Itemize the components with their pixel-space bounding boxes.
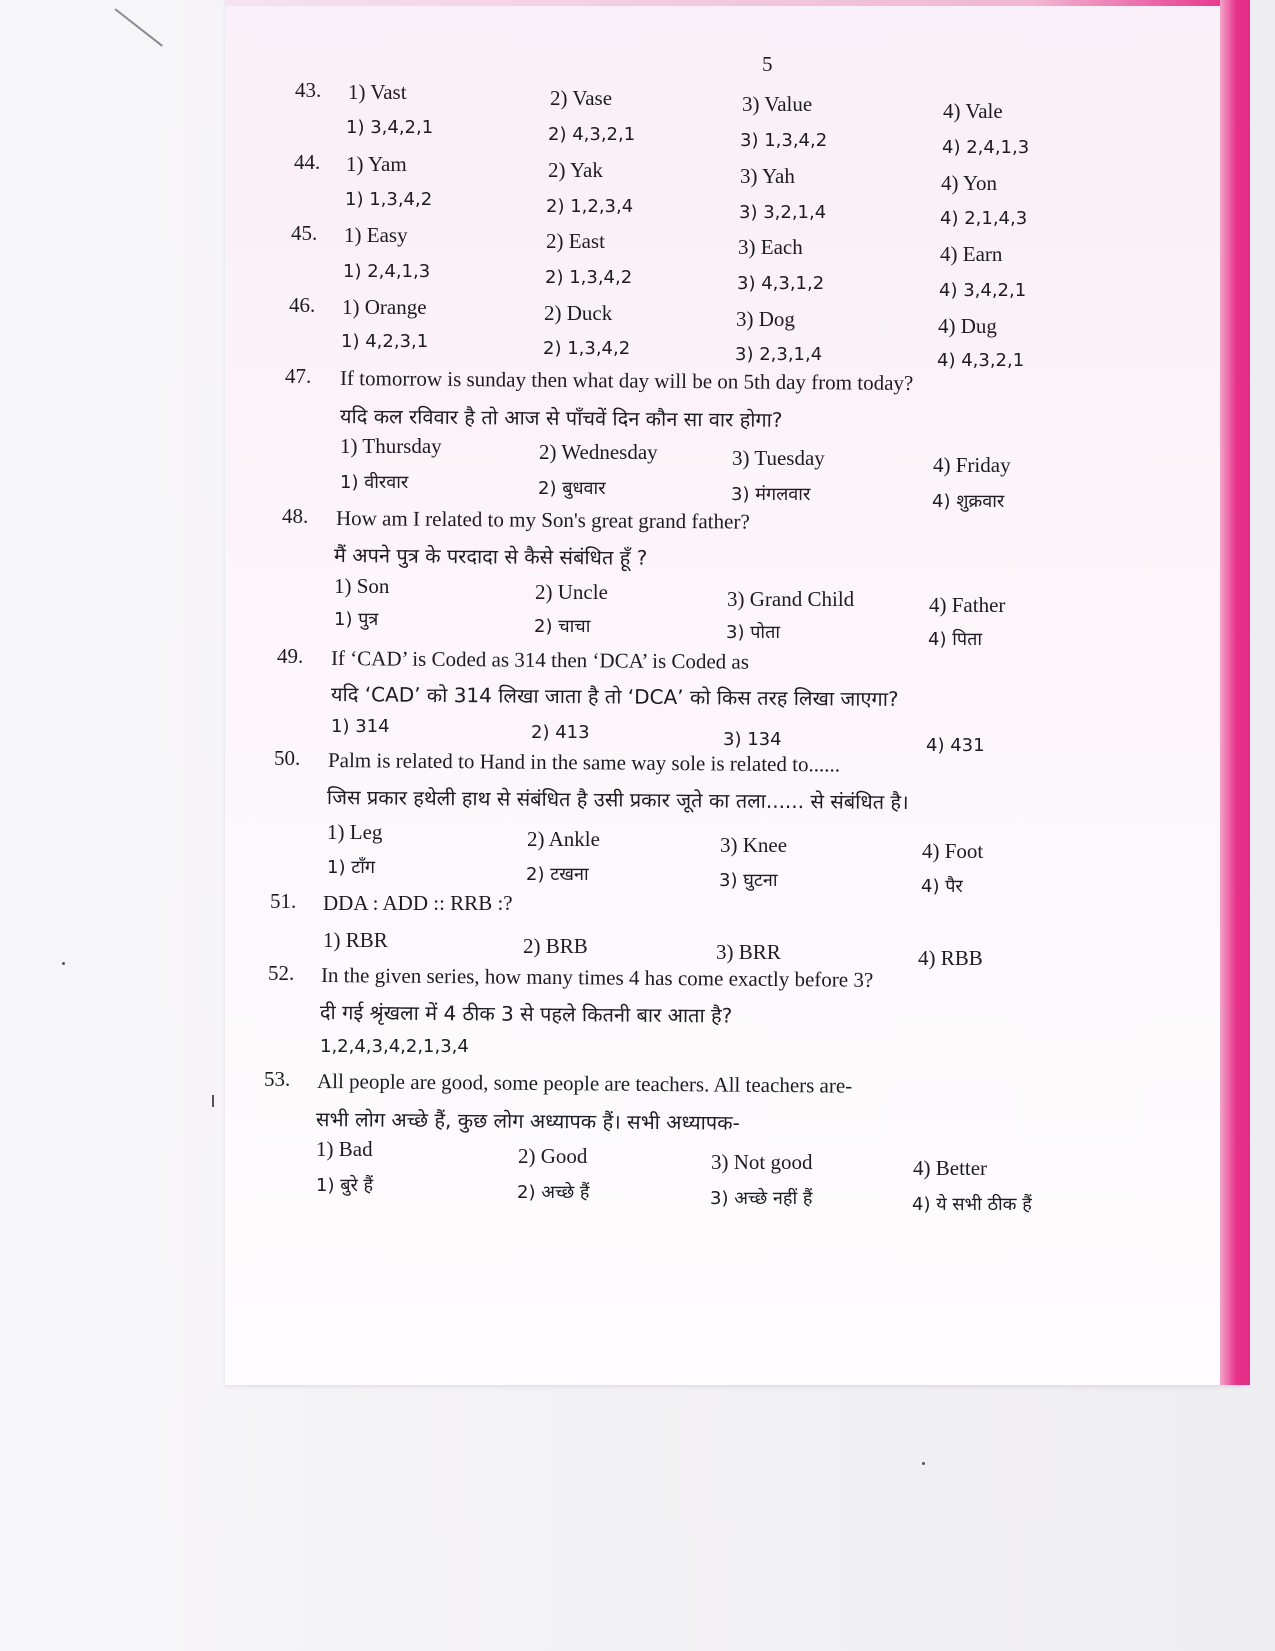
option-hindi: 2) अच्छे हैं — [517, 1182, 590, 1203]
option: 2) Ankle — [527, 827, 600, 851]
answer-option: 4) 4,3,2,1 — [937, 350, 1025, 371]
option-hindi: 3) अच्छे नहीं हैं — [710, 1188, 813, 1209]
question-number: 47. — [285, 364, 312, 388]
answer-option: 3) 2,3,1,4 — [735, 344, 823, 365]
option: 4) 431 — [926, 735, 985, 756]
question-text: In the given series, how many times 4 has come exactly before 3? — [320, 963, 874, 992]
option-hindi: 4) शुक्रवार — [932, 491, 1005, 512]
question-text-hindi: सभी लोग अच्छे हैं, कुछ लोग अध्यापक हैं। सभी अध्यापक- — [315, 1107, 740, 1135]
option: 2) Yak — [548, 158, 603, 182]
question-text-hindi: मैं अपने पुत्र के परदादा से कैसे संबंधित हूँ ? — [333, 543, 648, 570]
option: 3) Value — [742, 92, 813, 116]
question-text-hindi: दी गई श्रृंखला में 4 ठीक 3 से पहले कितनी बार आता है? — [319, 1000, 733, 1028]
option-hindi: 1) बुरे हैं — [316, 1175, 374, 1196]
paper-top-edge — [225, 0, 1235, 6]
option: 4) Dug — [938, 314, 997, 338]
question-number: 49. — [277, 644, 304, 668]
option: 1) Yam — [346, 152, 407, 176]
option: 3) Not good — [711, 1150, 813, 1174]
answer-option: 1) 3,4,2,1 — [346, 117, 434, 138]
question-number: 52. — [268, 961, 295, 985]
option-hindi: 3) घुटना — [719, 870, 778, 891]
option: 2) BRB — [523, 934, 588, 958]
option-hindi: 1) पुत्र — [334, 609, 379, 630]
option-hindi: 1) वीरवार — [340, 472, 409, 493]
option-hindi: 4) पिता — [928, 629, 983, 650]
question-number: 50. — [274, 746, 301, 770]
question-number: 51. — [270, 889, 297, 913]
option: 3) Knee — [720, 833, 788, 857]
option: 1) Bad — [316, 1137, 373, 1161]
answer-option: 1) 4,2,3,1 — [341, 331, 429, 352]
option: 2) Uncle — [535, 580, 608, 604]
option: 4) Yon — [941, 171, 998, 195]
answer-option: 4) 2,1,4,3 — [940, 208, 1028, 229]
option: 2) Good — [518, 1144, 588, 1168]
option: 1) RBR — [323, 928, 388, 952]
question-number: 46. — [289, 293, 316, 317]
option: 4) Earn — [940, 242, 1003, 266]
question-text: If ‘CAD’ is Coded as 314 then ‘DCA’ is Coded as — [330, 646, 750, 674]
number-series: 1,2,4,3,4,2,1,3,4 — [320, 1036, 469, 1057]
question-text-hindi: यदि कल रविवार है तो आज से पाँचवें दिन कौन सा वार होगा? — [339, 404, 783, 432]
option: 1) Son — [334, 574, 390, 598]
option-hindi: 2) चाचा — [534, 616, 591, 637]
option: 4) Vale — [943, 99, 1003, 123]
option-hindi: 1) टाँग — [327, 857, 376, 878]
question-text: DDA : ADD :: RRB :? — [323, 891, 513, 915]
question-text: How am I related to my Son's great grand father? — [335, 506, 750, 534]
option: 2) Vase — [550, 86, 613, 110]
option: 3) Tuesday — [732, 446, 825, 470]
option-hindi: 3) मंगलवार — [731, 484, 811, 505]
scan-dot — [922, 1462, 925, 1465]
option-hindi: 3) पोता — [726, 622, 781, 643]
answer-option: 4) 2,4,1,3 — [942, 137, 1030, 158]
option: 1) Leg — [327, 820, 383, 844]
option: 3) Each — [738, 235, 803, 259]
page-number: 5 — [762, 52, 773, 76]
option: 3) Grand Child — [727, 587, 855, 611]
question-text-hindi: जिस प्रकार हथेली हाथ से संबंधित है उसी प्रकार जूते का तला...... से संबंधित है। — [326, 785, 909, 815]
option-hindi: 4) पैर — [921, 876, 963, 897]
question-text: All people are good, some people are teachers. All teachers are- — [316, 1069, 853, 1098]
option-hindi: 2) बुधवार — [538, 478, 606, 499]
option: 2) Duck — [544, 301, 613, 325]
option: 1) Easy — [344, 223, 408, 247]
question-number: 48. — [282, 504, 309, 528]
answer-option: 3) 4,3,1,2 — [737, 273, 825, 294]
question-text: Palm is related to Hand in the same way sole is related to...... — [327, 748, 841, 777]
option: 2) East — [546, 229, 605, 253]
paper-pink-edge — [1220, 0, 1250, 1385]
scan-dot — [62, 962, 65, 965]
option: 2) 413 — [531, 722, 590, 743]
answer-option: 2) 1,3,4,2 — [545, 267, 633, 288]
option-hindi: 4) ये सभी ठीक हैं — [912, 1194, 1032, 1215]
question-number: 53. — [264, 1067, 291, 1091]
option: 3) BRR — [716, 940, 781, 964]
option: 4) RBB — [918, 946, 983, 970]
option: 3) Dog — [736, 307, 795, 331]
scan-mark-line — [212, 1095, 214, 1107]
option: 3) Yah — [740, 164, 795, 188]
option: 4) Foot — [922, 839, 984, 863]
question-number: 44. — [294, 150, 321, 174]
option-hindi: 2) टखना — [526, 864, 589, 885]
answer-option: 1) 2,4,1,3 — [343, 261, 431, 282]
answer-option: 2) 4,3,2,1 — [548, 124, 636, 145]
question-text: If tomorrow is sunday then what day will be on 5th day from today? — [339, 366, 914, 396]
option: 3) 134 — [723, 729, 782, 750]
answer-option: 3) 3,2,1,4 — [739, 202, 827, 223]
question-number: 43. — [295, 78, 322, 102]
question-number: 45. — [291, 221, 318, 245]
option: 1) Orange — [342, 295, 427, 319]
answer-option: 3) 1,3,4,2 — [740, 130, 828, 151]
answer-option: 1) 1,3,4,2 — [345, 189, 433, 210]
answer-option: 2) 1,2,3,4 — [546, 196, 634, 217]
question-text-hindi: यदि ‘CAD’ को 314 लिखा जाता है तो ‘DCA’ को किस तरह लिखा जाएगा? — [330, 682, 899, 711]
option: 4) Father — [929, 593, 1006, 617]
answer-option: 2) 1,3,4,2 — [543, 338, 631, 359]
answer-option: 4) 3,4,2,1 — [939, 280, 1027, 301]
option: 1) Vast — [348, 80, 407, 104]
option: 4) Friday — [933, 453, 1011, 477]
option: 4) Better — [913, 1156, 988, 1180]
option: 2) Wednesday — [539, 440, 658, 464]
option: 1) Thursday — [340, 434, 442, 458]
option: 1) 314 — [331, 716, 390, 737]
